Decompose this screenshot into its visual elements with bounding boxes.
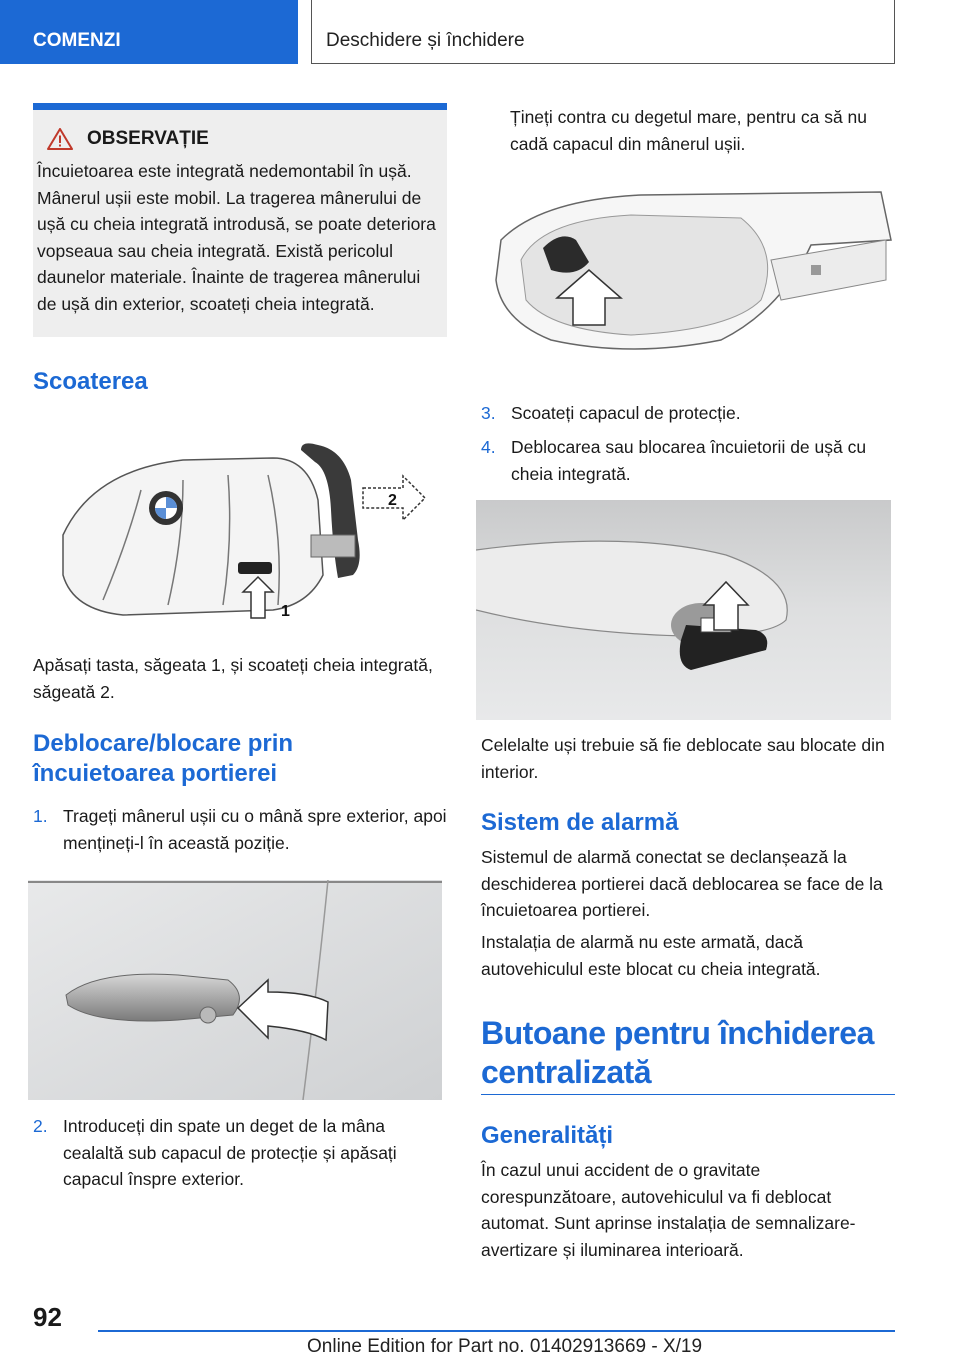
step-number: 2. — [33, 1116, 48, 1136]
step-text: Introduceți din spate un deget de la mâna cealaltă sub capacul de protecție și apăsați capacul înspre exterior. — [63, 1116, 397, 1189]
heading-general: Generalități — [481, 1122, 614, 1149]
cap-removal-illustration — [481, 180, 895, 370]
step-1 — [33, 803, 447, 856]
step-number: 1. — [33, 806, 48, 826]
heading-removal: Scoaterea — [33, 368, 148, 395]
step-text: Trageți mânerul ușii cu o mână spre exterior, apoi mențineți-l în această poziție. — [63, 806, 447, 853]
arrow-label-1: 1 — [281, 603, 290, 620]
heading-alarm: Sistem de alarmă — [481, 809, 679, 836]
step-text: Scoateți capacul de protecție. — [511, 403, 741, 423]
chapter-title: Deschidere și închidere — [311, 0, 895, 64]
warning-title-text: OBSERVAȚIE — [87, 128, 209, 149]
page-number: 92 — [33, 1302, 62, 1332]
footer-rule — [98, 1330, 895, 1332]
step-text: Deblocarea sau blocarea încuietorii de ușă cu cheia integrată. — [511, 437, 867, 484]
key-removal-illustration — [33, 440, 447, 640]
hold-note: Țineți contra cu degetul mare, pentru ca să nu cadă capacul din mânerul ușii. — [510, 107, 868, 154]
door-handle-pull-illustration — [28, 880, 442, 1100]
heading-rule — [481, 1094, 895, 1095]
step-2 — [33, 1113, 447, 1193]
footer-edition: Online Edition for Part no. 01402913669 - X/19 — [307, 1336, 703, 1357]
step-4 — [481, 434, 895, 487]
warning-title — [37, 128, 437, 150]
key-in-lock-illustration — [476, 500, 891, 720]
alarm-text-2: Instalația de alarmă nu este armată, dacă autovehiculul este blocat cu cheia integrată. — [481, 932, 821, 979]
warning-box — [33, 103, 447, 337]
removal-caption: Apăsați tasta, săgeata 1, și scoateți cheia integrată, săgeată 2. — [33, 655, 433, 702]
heading-unlock: Deblocare/blocare prin încuietoarea portierei — [33, 730, 294, 787]
section-tab: COMENZI — [0, 0, 298, 64]
warning-text: Încuietoarea este integrată nedemontabil în ușă. Mânerul ușii este mobil. La tragerea mânerului de ușă cu cheia integrată introdusă, se poate deteriora vopseaua sau cheia integrată. Există pericolul daunelor materiale. Înainte de tragerea mânerului de ușă din exterior, scoateți cheia integrată. — [37, 161, 436, 314]
alarm-text-1: Sistemul de alarmă conectat se declanșează la deschiderea portierei dacă deblocarea se face de la încuietoarea portierei. — [481, 847, 883, 920]
heading-central-locking: Butoane pentru închiderea centralizată — [481, 1015, 874, 1090]
warning-triangle-icon — [47, 128, 73, 150]
step-number: 3. — [481, 403, 496, 423]
step-number: 4. — [481, 437, 496, 457]
general-text: În cazul unui accident de o gravitate corespunzătoare, autovehiculul va fi deblocat automat. Sunt aprinse instalația de semnalizare-avertizare și iluminarea interioară. — [481, 1160, 856, 1260]
other-doors-text: Celelalte uși trebuie să fie deblocate sau blocate din interior. — [481, 735, 885, 782]
arrow-label-2: 2 — [388, 492, 397, 509]
step-3 — [481, 400, 895, 427]
